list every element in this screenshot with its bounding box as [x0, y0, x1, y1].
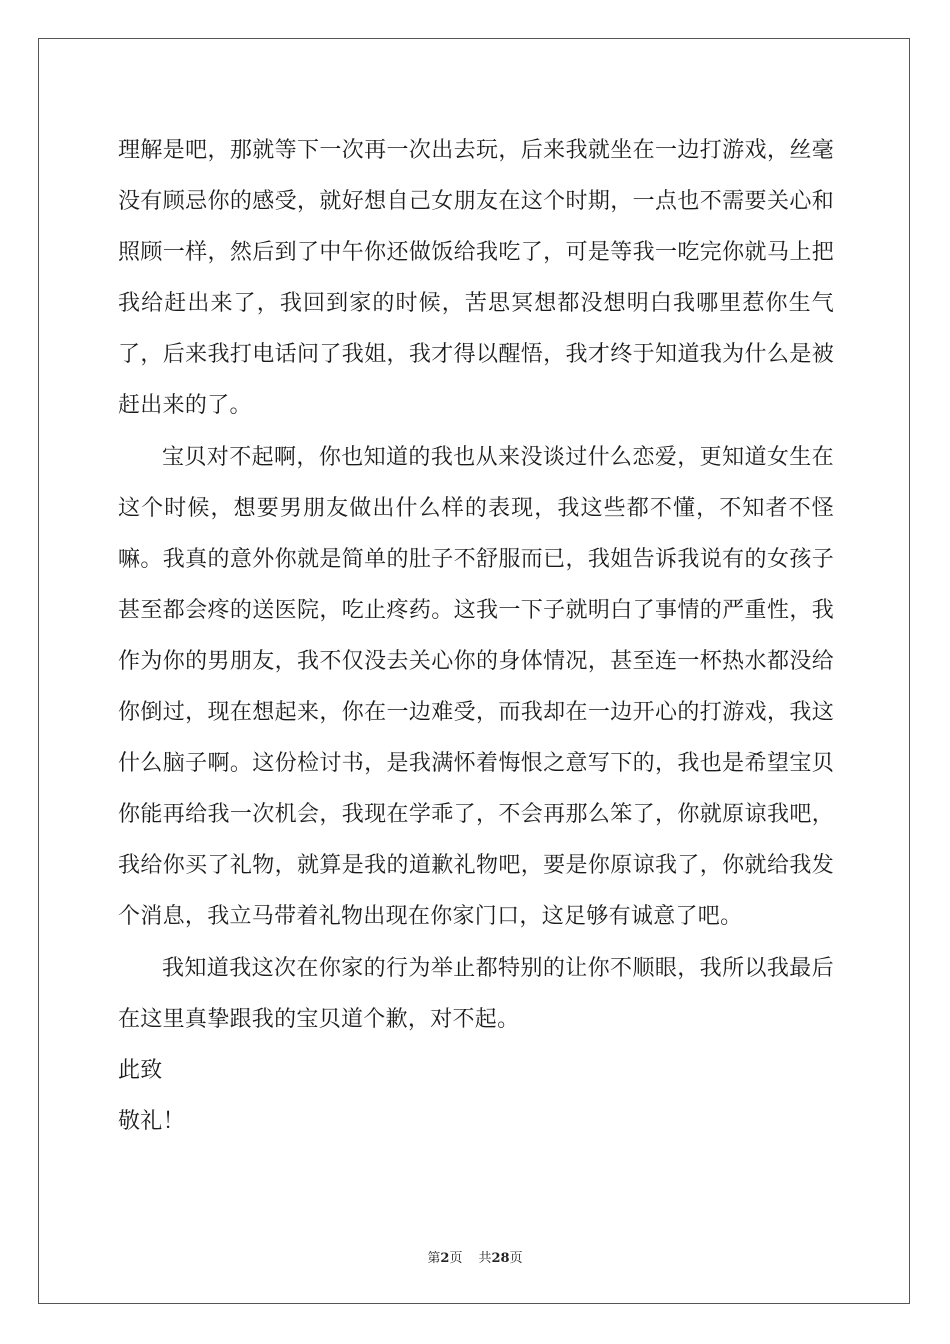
paragraph-2: 宝贝对不起啊，你也知道的我也从来没谈过什么恋爱，更知道女生在这个时候，想要男朋友做出什么样的表现，我这些都不懂，不知者不怪嘛。我真的意外你就是简单的肚子不舒服而已，我姐告诉我说有的女孩子甚至都会疼的送医院，吃止疼药。这我一下子就明白了事情的严重性，我作为你的男朋友，我不仅没去关心你的身体情况，甚至连一杯热水都没给你倒过，现在想起来，你在一边难受，而我却在一边开心的打游戏，我这什么脑子啊。这份检讨书，是我满怀着悔恨之意写下的，我也是希望宝贝你能再给我一次机会，我现在学乖了，不会再那么笨了，你就原谅我吧，我给你买了礼物，就算是我的道歉礼物吧，要是你原谅我了，你就给我发个消息，我立马带着礼物出现在你家门口，这足够有诚意了吧。: [118, 444, 834, 930]
page-footer: [0, 1247, 950, 1266]
paragraph-1: 理解是吧，那就等下一次再一次出去玩，后来我就坐在一边打游戏，丝毫没有顾忌你的感受，就好想自己女朋友在这个时期，一点也不需要关心和照顾一样，然后到了中午你还做饭给我吃了，可是等我一吃完你就马上把我给赶出来了，我回到家的时候，苦思冥想都没想明白我哪里惹你生气了，后来我打电话问了我姐，我才得以醒悟，我才终于知道我为什么是被赶出来的了。: [118, 138, 834, 419]
footer-page-suffix: 页: [449, 1251, 463, 1266]
current-page-number: 2: [440, 1251, 450, 1266]
footer-total-prefix: 共: [478, 1251, 492, 1266]
closing-salutation: 此致: [118, 1057, 163, 1083]
total-pages-number: 28: [491, 1251, 510, 1266]
document-body: [118, 125, 834, 1147]
footer-total-suffix: 页: [509, 1251, 523, 1266]
paragraph-3: 我知道我这次在你家的行为举止都特别的让你不顺眼，我所以我最后在这里真挚跟我的宝贝道个歉，对不起。: [118, 955, 834, 1032]
footer-prefix: 第: [427, 1251, 441, 1266]
closing-regards: 敬礼！: [118, 1108, 185, 1134]
